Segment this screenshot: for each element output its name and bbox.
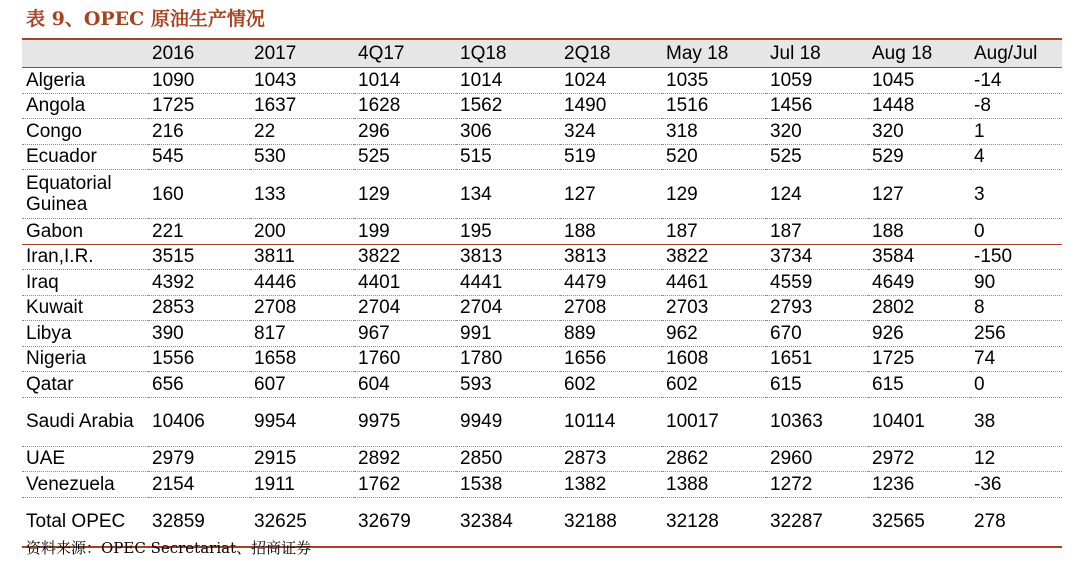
table-cell: 529 — [868, 144, 970, 170]
table-cell: 4446 — [250, 270, 354, 296]
table-cell: 324 — [560, 119, 662, 145]
table-cell: 2708 — [560, 295, 662, 321]
table-cell: 32679 — [354, 497, 456, 547]
table-cell: 38 — [970, 397, 1062, 446]
column-header-may18: May 18 — [662, 39, 766, 68]
table-cell: 9949 — [456, 397, 560, 446]
table-cell: 1272 — [766, 472, 868, 498]
table-cell: 3811 — [250, 244, 354, 270]
table-cell: 926 — [868, 321, 970, 347]
table-cell: 1608 — [662, 346, 766, 372]
table-cell: -36 — [970, 472, 1062, 498]
table-cell: 10017 — [662, 397, 766, 446]
table-cell: 1780 — [456, 346, 560, 372]
table-cell: 3813 — [456, 244, 560, 270]
table-cell: 1388 — [662, 472, 766, 498]
row-label: Ecuador — [22, 144, 148, 170]
table-cell: 195 — [456, 219, 560, 245]
table-row — [22, 346, 1062, 372]
table-cell: 12 — [970, 446, 1062, 472]
table-cell: 32625 — [250, 497, 354, 547]
table-cell: 390 — [148, 321, 250, 347]
table-cell: 1628 — [354, 93, 456, 119]
row-label: Qatar — [22, 372, 148, 398]
table-cell: 1035 — [662, 68, 766, 94]
table-row — [22, 68, 1062, 94]
table-cell: 520 — [662, 144, 766, 170]
table-cell: 160 — [148, 170, 250, 219]
row-label: Angola — [22, 93, 148, 119]
table-cell: 2972 — [868, 446, 970, 472]
table-cell: 74 — [970, 346, 1062, 372]
table-cell: 133 — [250, 170, 354, 219]
table-cell: 1637 — [250, 93, 354, 119]
table-cell: 615 — [868, 372, 970, 398]
table-row — [22, 244, 1062, 270]
table-cell: 519 — [560, 144, 662, 170]
table-cell: 320 — [868, 119, 970, 145]
column-header-jul18: Jul 18 — [766, 39, 868, 68]
table-row — [22, 321, 1062, 347]
row-label: Congo — [22, 119, 148, 145]
table-cell: 306 — [456, 119, 560, 145]
column-header-country — [22, 39, 148, 68]
table-cell: 0 — [970, 372, 1062, 398]
table-cell: 1059 — [766, 68, 868, 94]
table-cell: -8 — [970, 93, 1062, 119]
table-cell: 0 — [970, 219, 1062, 245]
table-cell: 2960 — [766, 446, 868, 472]
table-cell: 1490 — [560, 93, 662, 119]
table-cell: 320 — [766, 119, 868, 145]
table-cell: 1382 — [560, 472, 662, 498]
table-cell: 4401 — [354, 270, 456, 296]
table-cell: 2915 — [250, 446, 354, 472]
table-cell: 1045 — [868, 68, 970, 94]
table-cell: 22 — [250, 119, 354, 145]
row-label: Equatorial Guinea — [22, 170, 148, 219]
table-cell: 656 — [148, 372, 250, 398]
table-cell: 889 — [560, 321, 662, 347]
opec-production-table — [22, 38, 1062, 548]
row-label: Total OPEC — [22, 497, 148, 547]
table-cell: 1538 — [456, 472, 560, 498]
column-header-2q18: 2Q18 — [560, 39, 662, 68]
table-cell: 32128 — [662, 497, 766, 547]
table-cell: 4392 — [148, 270, 250, 296]
table-cell: 4559 — [766, 270, 868, 296]
table-row — [22, 446, 1062, 472]
table-cell: 187 — [662, 219, 766, 245]
table-cell: 3 — [970, 170, 1062, 219]
table-cell: 134 — [456, 170, 560, 219]
table-cell: 1236 — [868, 472, 970, 498]
table-cell: 2708 — [250, 295, 354, 321]
table-cell: 1760 — [354, 346, 456, 372]
table-cell: 129 — [354, 170, 456, 219]
table-cell: 2979 — [148, 446, 250, 472]
table-row — [22, 372, 1062, 398]
table-cell: 607 — [250, 372, 354, 398]
column-header-2016: 2016 — [148, 39, 250, 68]
column-header-1q18: 1Q18 — [456, 39, 560, 68]
table-cell: 2802 — [868, 295, 970, 321]
table-cell: 2862 — [662, 446, 766, 472]
table-title: 表 9、OPEC 原油生产情况 — [26, 8, 265, 30]
table-cell: 216 — [148, 119, 250, 145]
table-cell: 129 — [662, 170, 766, 219]
table-cell: 124 — [766, 170, 868, 219]
table-cell: 2704 — [354, 295, 456, 321]
table-cell: 1658 — [250, 346, 354, 372]
table-cell: 3734 — [766, 244, 868, 270]
row-label: Gabon — [22, 219, 148, 245]
table-cell: 3813 — [560, 244, 662, 270]
table-cell: 1562 — [456, 93, 560, 119]
table-cell: 32859 — [148, 497, 250, 547]
table-cell: 962 — [662, 321, 766, 347]
table-row — [22, 170, 1062, 219]
table-row — [22, 93, 1062, 119]
table-cell: 199 — [354, 219, 456, 245]
table-row — [22, 397, 1062, 446]
table-cell: 10401 — [868, 397, 970, 446]
table-cell: 188 — [868, 219, 970, 245]
table-cell: 200 — [250, 219, 354, 245]
row-label: Saudi Arabia — [22, 397, 148, 446]
row-label: Venezuela — [22, 472, 148, 498]
table-cell: 4 — [970, 144, 1062, 170]
row-label: Nigeria — [22, 346, 148, 372]
table-cell: 1651 — [766, 346, 868, 372]
table-cell: 221 — [148, 219, 250, 245]
table-cell: 1725 — [148, 93, 250, 119]
table-cell: 32287 — [766, 497, 868, 547]
table-cell: 1911 — [250, 472, 354, 498]
row-label: Kuwait — [22, 295, 148, 321]
table-cell: 1456 — [766, 93, 868, 119]
table-cell: 2704 — [456, 295, 560, 321]
table-cell: 2793 — [766, 295, 868, 321]
table-cell: 2850 — [456, 446, 560, 472]
table-cell: -14 — [970, 68, 1062, 94]
table-cell: 1024 — [560, 68, 662, 94]
table-cell: 4441 — [456, 270, 560, 296]
table-cell: 604 — [354, 372, 456, 398]
table-cell: 530 — [250, 144, 354, 170]
table-cell: 4649 — [868, 270, 970, 296]
row-label: Iraq — [22, 270, 148, 296]
table-cell: 515 — [456, 144, 560, 170]
table-cell: 4461 — [662, 270, 766, 296]
column-header-2017: 2017 — [250, 39, 354, 68]
table-cell: 1014 — [354, 68, 456, 94]
table-cell: 1448 — [868, 93, 970, 119]
row-label: UAE — [22, 446, 148, 472]
table-cell: 525 — [766, 144, 868, 170]
table-cell: 127 — [868, 170, 970, 219]
table-cell: 817 — [250, 321, 354, 347]
table-row — [22, 144, 1062, 170]
table-cell: 4479 — [560, 270, 662, 296]
table-cell: 187 — [766, 219, 868, 245]
table-row — [22, 219, 1062, 245]
column-header-aug18: Aug 18 — [868, 39, 970, 68]
table-cell: 256 — [970, 321, 1062, 347]
table-cell: 318 — [662, 119, 766, 145]
table-cell: 296 — [354, 119, 456, 145]
table-cell: 1556 — [148, 346, 250, 372]
table-cell: 8 — [970, 295, 1062, 321]
table-cell: 1090 — [148, 68, 250, 94]
table-cell: 188 — [560, 219, 662, 245]
row-label: Libya — [22, 321, 148, 347]
table-row — [22, 472, 1062, 498]
row-label: Iran,I.R. — [22, 244, 148, 270]
table-cell: 2154 — [148, 472, 250, 498]
table-cell: 32565 — [868, 497, 970, 547]
table-cell: 1 — [970, 119, 1062, 145]
table-cell: 1516 — [662, 93, 766, 119]
header-row — [22, 39, 1062, 68]
table-cell: 3515 — [148, 244, 250, 270]
table-cell: 3584 — [868, 244, 970, 270]
table-cell: 9954 — [250, 397, 354, 446]
table-cell: 602 — [560, 372, 662, 398]
table-cell: 9975 — [354, 397, 456, 446]
table-cell: 615 — [766, 372, 868, 398]
table-cell: 967 — [354, 321, 456, 347]
table-cell: 2892 — [354, 446, 456, 472]
table-cell: 127 — [560, 170, 662, 219]
table-cell: 525 — [354, 144, 456, 170]
table-cell: 602 — [662, 372, 766, 398]
table-cell: 2873 — [560, 446, 662, 472]
table-cell: 991 — [456, 321, 560, 347]
table-cell: 10406 — [148, 397, 250, 446]
table-cell: 278 — [970, 497, 1062, 547]
table-row — [22, 119, 1062, 145]
table-cell: 1014 — [456, 68, 560, 94]
table-cell: 670 — [766, 321, 868, 347]
table-cell: 1656 — [560, 346, 662, 372]
column-header-aug-jul: Aug/Jul — [970, 39, 1062, 68]
table-cell: 2853 — [148, 295, 250, 321]
table-cell: 32188 — [560, 497, 662, 547]
table-cell: 3822 — [662, 244, 766, 270]
table-cell: -150 — [970, 244, 1062, 270]
table-cell: 90 — [970, 270, 1062, 296]
table-cell: 545 — [148, 144, 250, 170]
table-cell: 1762 — [354, 472, 456, 498]
table-cell: 1725 — [868, 346, 970, 372]
row-label: Algeria — [22, 68, 148, 94]
table-row — [22, 295, 1062, 321]
table-cell: 3822 — [354, 244, 456, 270]
source-note: 资料来源：OPEC Secretariat、招商证券 — [26, 539, 312, 557]
table-cell: 32384 — [456, 497, 560, 547]
table-cell: 593 — [456, 372, 560, 398]
table-cell: 10363 — [766, 397, 868, 446]
table-cell: 10114 — [560, 397, 662, 446]
table-cell: 1043 — [250, 68, 354, 94]
table-cell: 2703 — [662, 295, 766, 321]
table-row — [22, 270, 1062, 296]
column-header-4q17: 4Q17 — [354, 39, 456, 68]
